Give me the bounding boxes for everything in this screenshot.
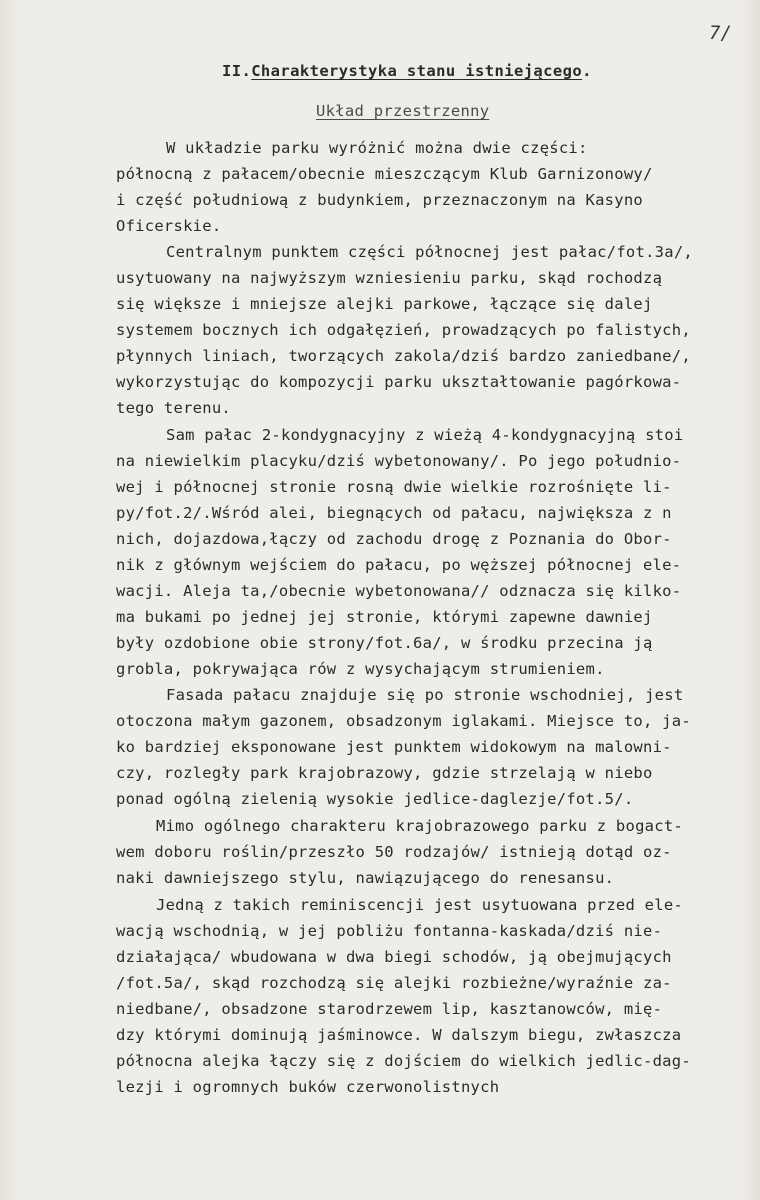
text-line: ma bukami po jednej jej stronie, którymi zapewne dawniej — [116, 608, 653, 626]
text-line: ponad ogólną zielenią wysokie jedlice-daglezje/fot.5/. — [116, 790, 634, 808]
text-line: nik z głównym wejściem do pałacu, po węższej północnej ele- — [116, 556, 682, 574]
text-line: czy, rozległy park krajobrazowy, gdzie strzelają w niebo — [116, 764, 653, 782]
text-line: wej i północnej stronie rosną dwie wielkie rozrośnięte li- — [116, 478, 672, 496]
text-line: /fot.5a/, skąd rozchodzą się alejki rozbieżne/wyraźnie za- — [116, 974, 672, 992]
section-heading — [222, 62, 592, 80]
text-line: grobla, pokrywająca rów z wysychającym strumieniem. — [116, 660, 605, 678]
text-line: niedbane/, obsadzone starodrzewem lip, kasztanowców, mię- — [116, 1000, 663, 1018]
text-line: lezji i ogromnych buków czerwonolistnych — [116, 1078, 500, 1096]
text-line: płynnych liniach, tworzących zakola/dziś bardzo zaniedbane/, — [116, 347, 691, 365]
text-line: były ozdobione obie strony/fot.6a/, w środku przecina ją — [116, 634, 653, 652]
text-line: i część południową z budynkiem, przeznaczonym na Kasyno — [116, 191, 643, 209]
text-line: naki dawniejszego stylu, nawiązującego do renesansu. — [116, 869, 615, 887]
text-line: wykorzystując do kompozycji parku ukształtowanie pagórkowa- — [116, 373, 682, 391]
text-line: wem doboru roślin/przeszło 50 rodzajów/ istnieją dotąd oz- — [116, 843, 672, 861]
text-line: północną z pałacem/obecnie mieszczącym Klub Garnizonowy/ — [116, 165, 653, 183]
text-line: usytuowany na najwyższym wzniesieniu parku, skąd rochodzą — [116, 269, 663, 287]
section-title: Charakterystyka stanu istniejącego — [251, 62, 583, 80]
text-line: Sam pałac 2-kondygnacyjny z wieżą 4-kondygnacyjną stoi — [166, 426, 684, 444]
text-line: Oficerskie. — [116, 217, 222, 235]
text-line: py/fot.2/.Wśród alei, biegnących od pałacu, największa z n — [116, 504, 672, 522]
text-line: Jedną z takich reminiscencji jest usytuowana przed ele- — [156, 896, 683, 914]
text-line: na niewielkim placyku/dziś wybetonowany/. Po jego południo- — [116, 452, 682, 470]
text-line: wacji. Aleja ta,/obecnie wybetonowana// odznacza się kilko- — [116, 582, 682, 600]
text-line: działająca/ wbudowana w dwa biegi schodów, ją obejmujących — [116, 948, 672, 966]
section-number: II. — [222, 62, 252, 80]
text-line: Mimo ogólnego charakteru krajobrazowego parku z bogact- — [156, 817, 683, 835]
text-line: Centralnym punktem części północnej jest pałac/fot.3a/, — [166, 243, 693, 261]
text-line: W układzie parku wyróżnić można dwie części: — [166, 139, 588, 157]
subsection-heading: Układ przestrzenny — [316, 102, 490, 120]
text-line: północna alejka łączy się z dojściem do wielkich jedlic-dag- — [116, 1052, 691, 1070]
section-title-period: . — [582, 62, 592, 80]
text-line: nich, dojazdowa,łączy od zachodu drogę z Poznania do Obor- — [116, 530, 672, 548]
text-line: Fasada pałacu znajduje się po stronie wschodniej, jest — [166, 686, 684, 704]
page-number: 7/ — [709, 22, 732, 44]
text-line: się większe i mniejsze alejki parkowe, łączące się dalej — [116, 295, 653, 313]
text-line: systemem bocznych ich odgałęzień, prowadzących po falistych, — [116, 321, 691, 339]
text-line: wacją wschodnią, w jej pobliżu fontanna-kaskada/dziś nie- — [116, 922, 663, 940]
text-line: ko bardziej eksponowane jest punktem widokowym na malowni- — [116, 738, 672, 756]
text-line: dzy którymi dominują jaśminowce. W dalszym biegu, zwłaszcza — [116, 1026, 682, 1044]
text-line: otoczona małym gazonem, obsadzonym iglakami. Miejsce to, ja- — [116, 712, 691, 730]
text-line: tego terenu. — [116, 399, 231, 417]
